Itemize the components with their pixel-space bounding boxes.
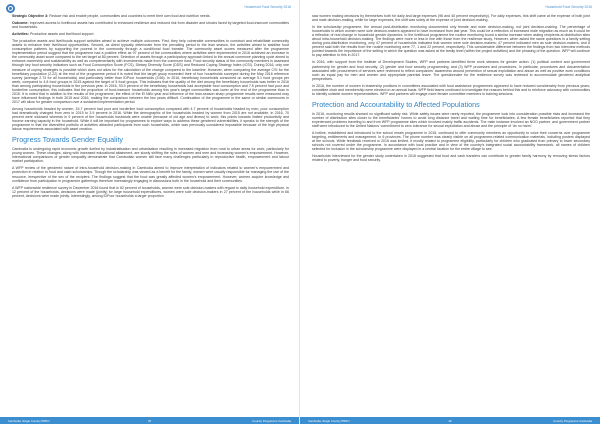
right-page xyxy=(300,0,600,424)
paragraph: A WFP review of the gendered nature of intra-household decision-making in Cambodia aimed to improve interpretation of indicators related to women's empowerment and protection in relation to food and cash scholarships. Though the scholarship was viewed as a benefit for the family, women were usually responsible for managing the use of the resource, irrespective of the sex of the recipient. The findings suggest that the food was greatly affected women's empowerment. However, women acquire knowledge and confidence from participation in programme gatherings therefore increasingly engaging in discussions both in the household and their communities. xyxy=(12,166,289,183)
section-heading-gender: Progress Towards Gender Equality xyxy=(12,135,123,145)
outcome-label: Outcome: xyxy=(12,21,29,26)
page-number: 26 xyxy=(448,418,452,423)
paragraph: Among households headed by women, 15.7 percent had poor and borderline food consumption compared with 4.7 percent of households headed by men; poor consumption had dramatically changed from zero in 2015 to 3.9 percent in 2016. While the demographic of the households headed by women from 2015 are not available, in 2016, 70 percent were widowed whereas in 9 percent of the households husbands were unable (because of old age and illness) to work; this points towards limited productivity and income earning capacity in the household. While it will be important for programmes to explore ways to address these gendered vulnerabilities, it speaks to the strength of the programme in that the diversified portfolio of activities attracted participants from such households, which was previously considered impossible because of the high physical labour requirements associated with asset creation. xyxy=(12,106,289,132)
section-heading-protection: Protection and Accountability to Affected Populations xyxy=(312,99,480,109)
objective-text: Reduce risk and enable people, communities and countries to meet their own food and nutrition needs. xyxy=(49,14,211,18)
footer-right: Country Programme Cambodia xyxy=(553,418,592,423)
footer-right: Country Programme Cambodia xyxy=(252,418,291,423)
wfp-logo-icon xyxy=(6,4,15,13)
footer-left: Cambodia, Single Country PRRO xyxy=(8,418,50,423)
page-number: 25 xyxy=(147,418,152,423)
paragraph: The productive assets and livelihoods support activities aimed to achieve multiple outcomes. First, they help vulnerable communities to construct and rehabilitate community assets to enhance their livelihood opportunities. Second, as direct typically deteriorate from the prevailing period to the lean season, the activities aimed to stabilise food consumption patterns by supporting the poorest in the community through a conditional food transfer. The community asset scores measured after the programme implementation period suggest that the programme had a positive effect as 97 percent of the communities where activities were implemented in 2016 achieved an increase in the community asset score compared to the set target at 80 percent. Selection of assets through a participatory approach linked to the annual commune planning cycle aimed to enhance ownership and sustainability as well as complementarity with investments made from the commune fund. Food security status of the community members is assessed through key food security indicators such as Food Consumption Score (FCS), Dietary Diversity Score (DDS) and Reduced Coping Strategy Index (rCSI). During 2016, only one measure of coping strategies is possible which does not allow for the calculation of the change compared to the baseline. However, when comparing the average CSI for the beneficiary population (2.22) at the end of the programme period it is noted that the target group exceeded their of four households surveyed during the May 2016 reference survey (average 2.73 for all households) and particularly better than IDPoor households (3.66). In 2016, beneficiary households consumed on average 5.1 food groups per week, compared to 4.8 food groups in 2015 against the target of 5 food groups. This indicates that the quality of the diet among the beneficiary households was better in 2016 than among participating households in the previous year. In 2016, 93.9 percent of the beneficiary households had acceptable food consumption and 7.5 percent had poor and borderline consumption; this indicates that the proportion of food-insecure households among this year's target communities was lower at the end of the programme than in 2015. It is noted that in addition to the results of the programme, the effect of the El Niño year and influence of the lean-season sharp programme results were measured may have influenced findings in both 2015 and 2016, making the comparison between the two years difficult. Continuation of the programme in the same or similar communes in 2017 will allow for greater comparison over a sustained implementation period. xyxy=(12,39,289,104)
paragraph: In 2016, monitoring results showed no significant safety risk. While safety issues were rarely reported, the programme took into consideration possible risks and increased the number of distribution sites closer to the beneficiaries' homes to avoid long distance travel and waiting time for beneficiaries. A few female beneficiaries reported that they experienced problems traveling to and from WFP programme sites which involved mainly traffic accidents. The main instance involved an NGO partner, and government partner staff were introduced to the United Nations' commitment to zero tolerance for sexual exploitation and abuse and the principle of 'do no harm'. xyxy=(312,111,590,128)
outcome xyxy=(12,21,289,29)
objective-label: Strategic Objective 3: xyxy=(12,14,49,18)
running-head: Household Food Security 2016 xyxy=(545,5,592,9)
paragraph: Cambodia is undergoing rapid economic growth fuelled by industrialisation and urbanisation resulting in increased migration from rural to urban areas for work, particularly for young women. These changes, along with increased educational attainment, are slowly shifting the roles of women and men and increasing women's empowerment. However, international comparisons of gender inequality demonstrate that Cambodian women still face many challenges particularly in reproductive health, empowerment and labour market participation. xyxy=(12,147,289,164)
strategic-objective xyxy=(12,14,289,18)
paragraph: A hotline, established and introduced to the school meals programme in 2015, continued to offer community members an opportunity to voice their concerns over programme targeting, entitlements and management. In 6 provinces. The phone number was clearly visible on all programme-related communication materials, including posters displayed at the schools. While feedback received in 2016 was limited, it mostly related to programme eligibility, particularly for children who graduated from primary to lower secondary schools not covered under the programme. In accordance with local practice and in view of the country's integrated social accountability framework, all names of children selected for inclusion in the scholarship programme were displayed in a central location for the entire village to see. xyxy=(312,131,590,152)
right-page-content xyxy=(312,14,590,412)
paragraph: In 2016, with support from the Institute of Development Studies, WFP and partners identified three work streams for gender action: (1) political context and government partnership for gender and food security, (2) gender and food security programming, and (3) WFP processes and procedures. In particular, procedures and documentation associated with procurement of services were reviewed to reflect companies' awareness around prevention of sexual exploitation and abuse as well as positive work conditions such as equal pay for men and women and appropriate parental leave. The questionnaire for the resilience survey was reviewed to accommodate gendered analytical perspectives. xyxy=(312,60,590,81)
paragraph: In the scholarship programme, the annual post-distribution monitoring documented only female and male decision-making, not joint decision-making. The percentage of households in which women were sole decision-makers appeared to have increased from last year. This could be a reflection of increased male migration as much as it could be a reflection of real change in household gender dynamics. In the livelihood programme the routine monitoring found a similar increase when asking recipients at distribution sites about intra-household decision-making. The findings were more or less in line with those from the resilience study. However, when asked the same questions in a family setting during post-distribution monitoring, only 47 percent of households indicated that women were sole decision-makers; 47 percent indicated men as sole decision-makers, and 8 percent said both the results from the routine monitoring were 77, 1 and 22 percent, respectively. This considerable difference between the findings from two interview methods pointed towards the importance of the setting in which the question was asked at the family level (within the project activities) and the phrasing of the question. WFP will continue to pay attention to this in 2017. xyxy=(312,25,590,58)
left-page-content xyxy=(12,14,289,412)
running-head: Household Food Security 2016 xyxy=(244,5,291,9)
footer-left: Cambodia, Single Country PRRO xyxy=(308,418,350,423)
footer-bar xyxy=(0,417,299,424)
paragraph: Households interviewed for the gender study undertaken in 2016 suggested that food and cash transfers can contribute to greater family harmony by removing stress factors related to poverty, hunger and food security. xyxy=(312,154,590,163)
activities-label: Activities: xyxy=(12,32,29,37)
paragraph: In 2016, the number of women in leadership positions in committees associated with food assistance programmes appeared to have reduced considerably from previous years; committee chair and membership were elected on an annual basis. WFP field teams continued to investigate the reasons behind this and to reinforce advocacy with communities to identify suitable women representatives. WFP and partners will engage more female committee members in training sessions. xyxy=(312,83,590,96)
activities xyxy=(12,32,289,36)
outcome-text: Improved access to livelihood assets has contributed to enhanced resilience and reduced risk from disaster and shocks faced by targeted food-insecure communities and households. xyxy=(12,21,289,30)
footer-bar xyxy=(300,417,600,424)
paragraph: A WFP nationwide resilience survey in December 2016 found that in 82 percent of households, women were sole decision-makers with regard to daily household expenditure. In 12 percent of the households, decisions were made (jointly) for large household expenditures, women were sole decision-makers in 27 percent of the households while in 66 percent, decisions were made jointly. Interestingly, among IDPoor households a larger proportion xyxy=(12,185,289,198)
paragraph: saw women making decisions by themselves both for daily and large expenses (96 and 40 percent respectively). For daily expenses, this shift came at the expense of both joint and male decision-making, while for large expenses, the shift was solely at the expense of joint decision-making. xyxy=(312,14,590,23)
activities-text: Productive assets and livelihood support. xyxy=(29,32,95,37)
